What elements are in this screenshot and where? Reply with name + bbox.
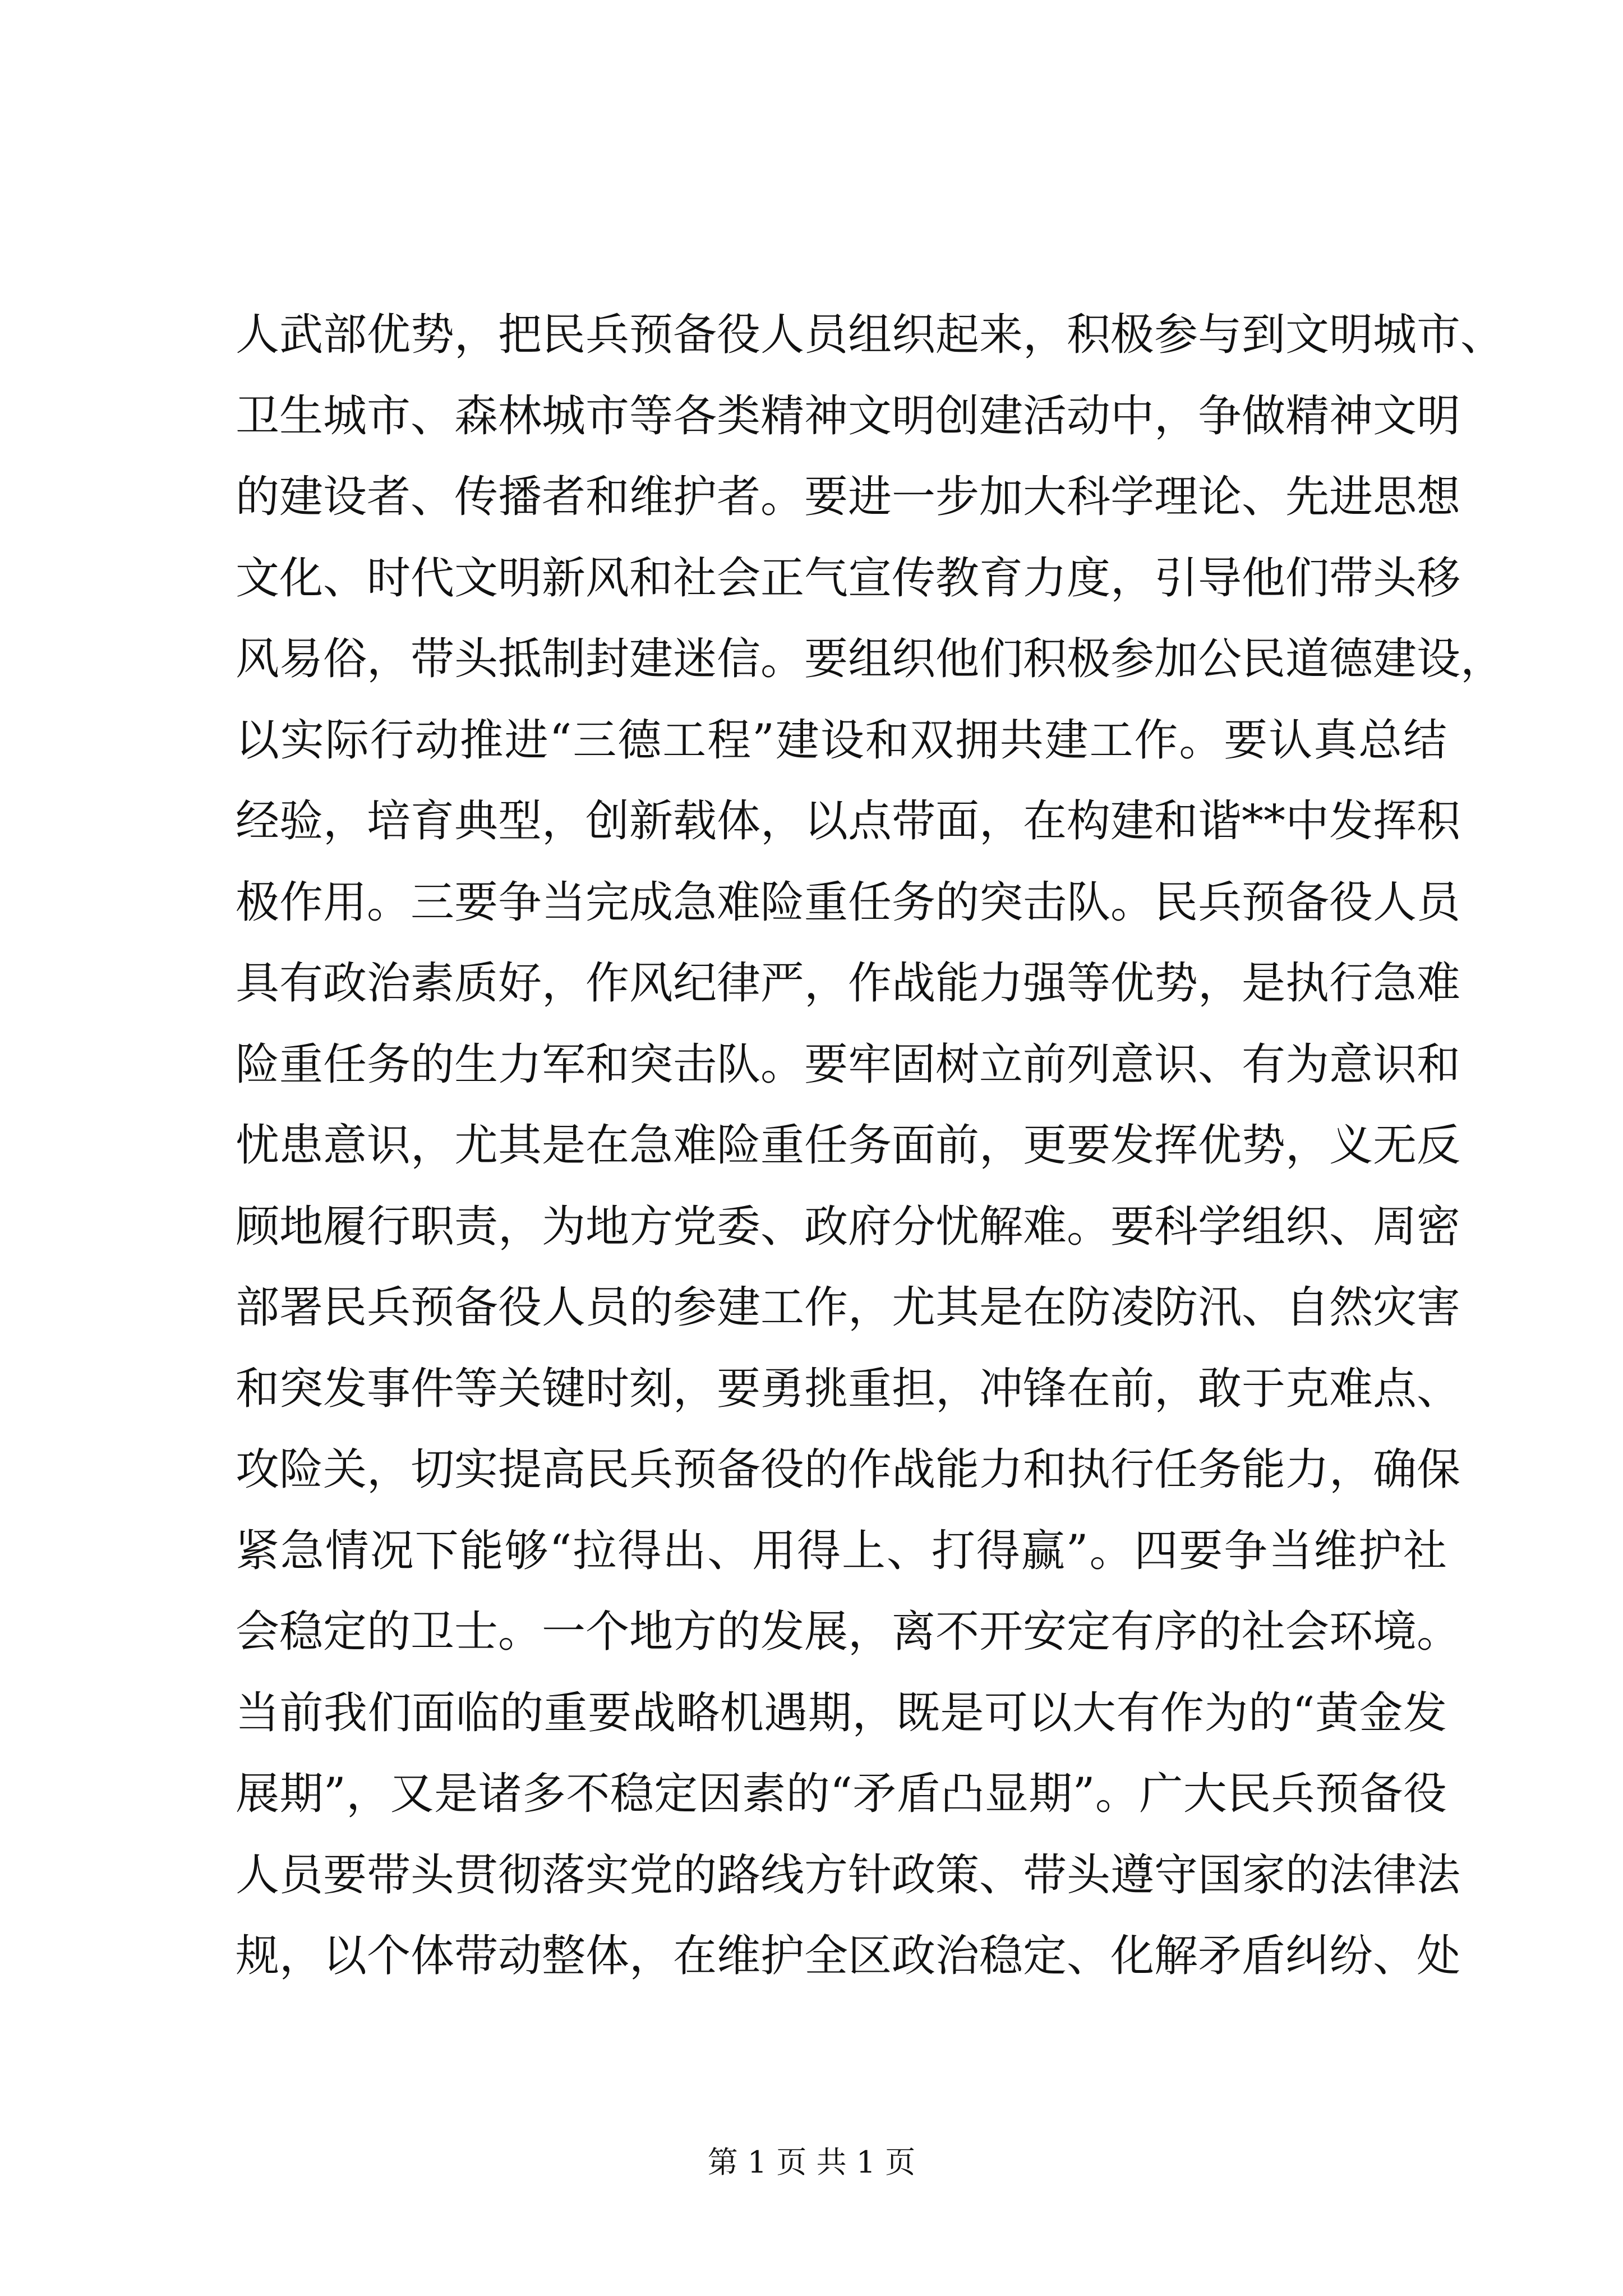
- text-line: 以实际行动推进“三德工程”建设和双拥共建工作。要认真总结: [236, 715, 1447, 766]
- text-line: 规，以个体带动整体，在维护全区政治稳定、化解矛盾纠纷、处: [236, 1931, 1461, 1981]
- text-line: 人员要带头贯彻落实党的路线方针政策、带头遵守国家的法律法: [236, 1849, 1461, 1901]
- text-line: 险重任务的生力军和突击队。要牢固树立前列意识、有为意识和: [236, 1039, 1461, 1090]
- text-line: 忧患意识，尤其是在急难险重任务面前，更要发挥优势，义无反: [236, 1120, 1461, 1171]
- text-line: 和突发事件等关键时刻，要勇挑重担，冲锋在前，敢于克难点、: [236, 1363, 1461, 1414]
- text-line: 的建设者、传播者和维护者。要进一步加大科学理论、先进思想: [236, 472, 1461, 522]
- text-line: 经验，培育典型，创新载体，以点带面，在构建和谐**中发挥积: [236, 796, 1461, 846]
- body-text: [236, 295, 1505, 1997]
- text-line: 部署民兵预备役人员的参建工作，尤其是在防凌防汛、自然灾害: [236, 1282, 1461, 1333]
- text-line: 极作用。三要争当完成急难险重任务的突击队。民兵预备役人员: [236, 877, 1461, 928]
- text-line: 具有政治素质好，作风纪律严，作战能力强等优势，是执行急难: [236, 958, 1461, 1009]
- text-line: 人武部优势，把民兵预备役人员组织起来，积极参与到文明城市、: [236, 310, 1505, 360]
- page-footer: 第 1 页 共 1 页: [707, 2145, 916, 2180]
- text-line: 会稳定的卫士。一个地方的发展，离不开安定有序的社会环境。: [236, 1607, 1461, 1657]
- text-line: 紧急情况下能够“拉得出、用得上、打得赢”。四要争当维护社: [236, 1525, 1447, 1576]
- text-line: 攻险关，切实提高民兵预备役的作战能力和执行任务能力，确保: [236, 1444, 1461, 1495]
- text-line: 卫生城市、森林城市等各类精神文明创建活动中，争做精神文明: [236, 390, 1461, 441]
- text-line: 展期”，又是诸多不稳定因素的“矛盾凸显期”。广大民兵预备役: [236, 1769, 1447, 1819]
- text-line: 当前我们面临的重要战略机遇期，既是可以大有作为的“黄金发: [236, 1687, 1447, 1738]
- text-line: 风易俗，带头抵制封建迷信。要组织他们积极参加公民道德建设，: [236, 634, 1505, 684]
- text-line: 顾地履行职责，为地方党委、政府分忧解难。要科学组织、周密: [236, 1201, 1461, 1252]
- text-line: 文化、时代文明新风和社会正气宣传教育力度，引导他们带头移: [236, 553, 1461, 604]
